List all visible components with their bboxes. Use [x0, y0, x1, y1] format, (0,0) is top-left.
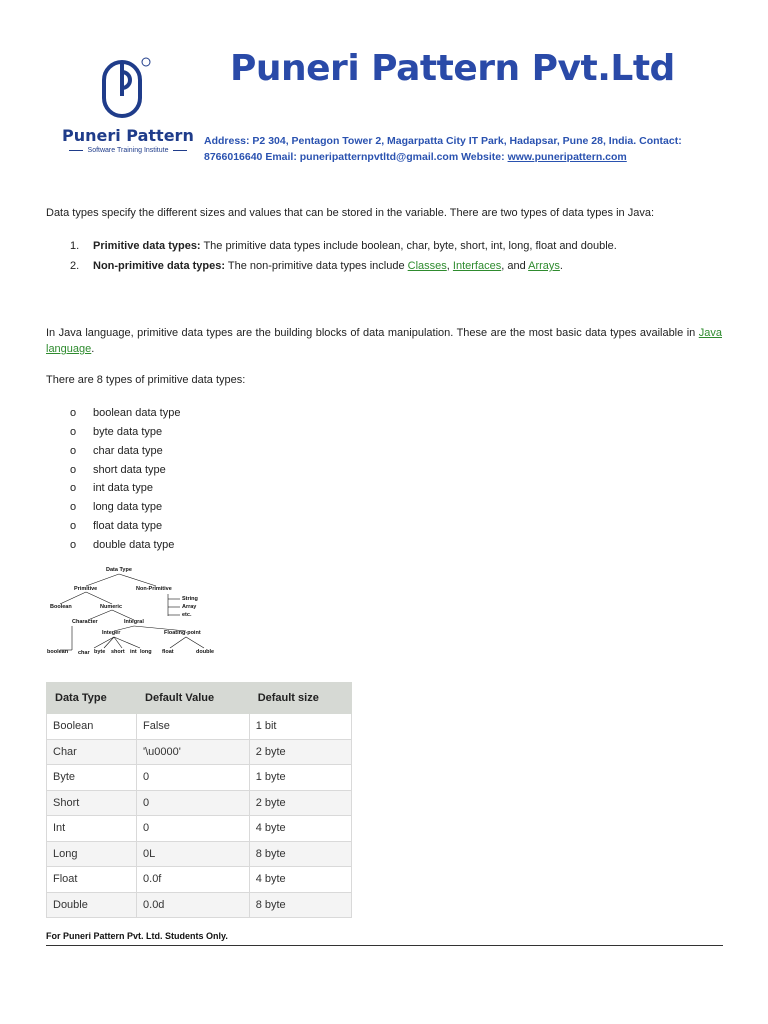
default-values-table: [46, 682, 352, 918]
website-link[interactable]: www.puneripattern.com: [507, 151, 627, 163]
table-row: [47, 765, 352, 791]
table-row: [47, 892, 352, 918]
list-item: int data type: [93, 482, 153, 494]
table-cell: Int: [47, 816, 137, 842]
footer-divider: [46, 945, 723, 946]
tree-node-boolean: Boolean: [50, 604, 72, 610]
mouse-logo-icon: [96, 56, 152, 120]
column-header: Default Value: [137, 683, 250, 714]
list-item: byte data type: [93, 426, 163, 438]
intro-paragraph: Data types specify the different sizes and values that can be stored in the variable. There are two types of data types in Java:: [46, 207, 654, 219]
contact-address: [204, 133, 684, 165]
table-cell: 8 byte: [249, 892, 351, 918]
table-cell: 1 bit: [249, 714, 351, 740]
table-cell: 0: [137, 816, 250, 842]
types-count-paragraph: There are 8 types of primitive data types:: [46, 374, 246, 386]
bullet-marker: o: [70, 426, 77, 438]
data-type-tree-diagram: [46, 564, 236, 660]
list-item: char data type: [93, 445, 163, 457]
list-item-non-primitive: [93, 258, 713, 274]
table-cell: Boolean: [47, 714, 137, 740]
list-item: long data type: [93, 501, 163, 513]
logo-tagline: Software Training Institute: [62, 147, 194, 154]
primitive-desc: The primitive data types include boolean, char, byte, short, int, long, float and double.: [200, 240, 617, 252]
table-cell: Byte: [47, 765, 137, 791]
separator: ,: [446, 260, 453, 272]
tree-leaf: int: [130, 649, 137, 655]
tree-node-non-primitive: Non-Primitive: [136, 586, 172, 592]
list-item: short data type: [93, 464, 166, 476]
table-row: [47, 790, 352, 816]
table-row: [47, 816, 352, 842]
tree-node-array: Array: [182, 604, 197, 610]
tree-leaf: float: [162, 649, 174, 655]
table-row: [47, 739, 352, 765]
tree-leaf: long: [140, 649, 152, 655]
tree-leaf: byte: [94, 649, 106, 655]
table-cell: 0L: [137, 841, 250, 867]
classes-link[interactable]: Classes: [407, 260, 447, 272]
table-row: [47, 841, 352, 867]
table-cell: 0: [137, 790, 250, 816]
tree-leaf: double: [196, 649, 215, 655]
page-title: Puneri Pattern Pvt.Ltd: [230, 48, 675, 89]
table-cell: 0.0f: [137, 867, 250, 893]
table-cell: Float: [47, 867, 137, 893]
non-primitive-desc: The non-primitive data types include: [225, 260, 408, 272]
bullet-marker: o: [70, 445, 77, 457]
logo-name: Puneri Pattern: [62, 126, 194, 145]
primitive-intro-paragraph: [46, 325, 722, 357]
java-language-link[interactable]: Java language: [46, 327, 722, 355]
list-item-primitive: [93, 238, 713, 254]
term-non-primitive: Non-primitive data types:: [93, 260, 226, 272]
table-row: [47, 867, 352, 893]
tree-node-floating-point: Floating-point: [164, 630, 201, 636]
bullet-marker: o: [70, 501, 77, 513]
tree-node-etc: etc.: [182, 612, 192, 618]
bullet-marker: o: [70, 464, 77, 476]
table-row: [47, 714, 352, 740]
company-logo: [58, 56, 198, 160]
column-header: Data Type: [47, 683, 137, 714]
address-text: Address: P2 304, Pentagon Tower 2, Magarpatta City IT Park, Hadapsar, Pune 28, India. Contact: 8766016640 Email: puneripatternpvtltd@gmail.com Website:: [204, 135, 682, 163]
tree-leaf: char: [78, 650, 90, 656]
table-cell: 0: [137, 765, 250, 791]
table-cell: Double: [47, 892, 137, 918]
table-cell: 8 byte: [249, 841, 351, 867]
list-item: float data type: [93, 520, 163, 532]
table-cell: '\u0000': [137, 739, 250, 765]
tree-node-character: Character: [72, 619, 98, 625]
para2-text: In Java language, primitive data types are the building blocks of data manipulation. These are the most basic data types available in: [46, 327, 699, 339]
list-number: 1.: [70, 240, 80, 252]
term-primitive: Primitive data types:: [93, 240, 201, 252]
interfaces-link[interactable]: Interfaces: [452, 260, 502, 272]
list-item: double data type: [93, 539, 175, 551]
table-cell: 4 byte: [249, 867, 351, 893]
tree-leaf: boolean: [47, 649, 69, 655]
period: .: [91, 343, 95, 355]
tree-node-string: String: [182, 596, 198, 602]
table-cell: 2 byte: [249, 739, 351, 765]
list-number: 2.: [70, 260, 80, 272]
table-cell: Long: [47, 841, 137, 867]
tree-node-primitive: Primitive: [74, 586, 98, 592]
tree-node-root: Data Type: [106, 567, 132, 573]
tree-node-numeric: Numeric: [100, 604, 123, 610]
bullet-marker: o: [70, 539, 77, 551]
list-item: boolean data type: [93, 407, 181, 419]
tree-node-integral: Integral: [124, 619, 144, 625]
bullet-marker: o: [70, 407, 77, 419]
table-cell: 1 byte: [249, 765, 351, 791]
period: .: [559, 260, 563, 272]
table-cell: False: [137, 714, 250, 740]
bullet-marker: o: [70, 482, 77, 494]
table-cell: 4 byte: [249, 816, 351, 842]
table-cell: Short: [47, 790, 137, 816]
arrays-link[interactable]: Arrays: [528, 260, 560, 272]
table-cell: Char: [47, 739, 137, 765]
table-header-row: [47, 683, 352, 714]
bullet-marker: o: [70, 520, 77, 532]
tree-leaf: short: [111, 649, 125, 655]
separator: , and: [501, 260, 529, 272]
tree-node-integer: Integer: [102, 630, 121, 636]
table-cell: 0.0d: [137, 892, 250, 918]
footer-note: For Puneri Pattern Pvt. Ltd. Students Only.: [46, 931, 228, 941]
table-cell: 2 byte: [249, 790, 351, 816]
column-header: Default size: [249, 683, 351, 714]
tree-connector-lines: [46, 564, 236, 660]
